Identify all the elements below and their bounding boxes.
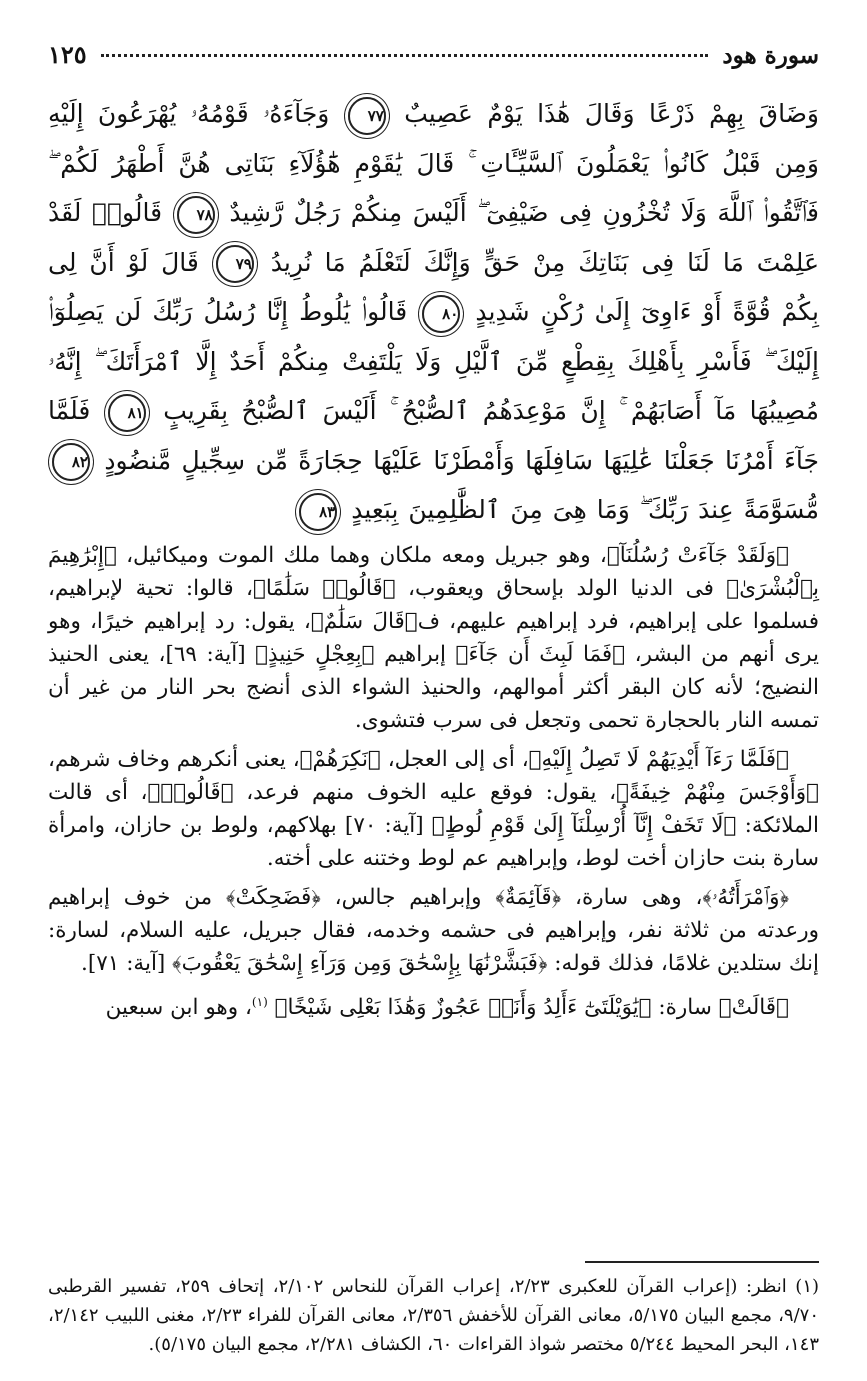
ayah-number-82: ٨٢ [52,443,90,481]
commentary-block [48,539,819,1024]
surah-title: سورة هود [722,42,819,69]
leader-dots [101,54,709,57]
commentary-paragraph: ﴿وَلَقَدْ جَآءَتْ رُسُلُنَآ﴾، وهو جبريل ومعه ملكان وهما ملك الموت وميكائيل، ﴿إِبْرَٰهِيمَ بِٱلْبُشْرَىٰ﴾ فى الدنيا الولد بإسحاق ويعقوب، ﴿قَالُوا۟ سَلَٰمًا﴾، قالوا: تحية لإبراهيم، فسلموا على إبراهيم، فرد إبراهيم عليهم، ف﴿قَالَ سَلَٰمٌ﴾، يقول: رد إبراهيم خيرًا، وهو يرى أنهم من البشر، ﴿فَمَا لَبِثَ أَن جَآءَ﴾ إبراهيم ﴿بِعِجْلٍ حَنِيذٍ﴾ [آية: ٦٩]، يعنى الحنيذ النضيج؛ لأنه كان البقر أكثر أموالهم، والحنيذ الشواء الذى أنضج بحر النار من غير أن تمسه النار بالحجارة تحمى وتجعل فى سرب فتشوى. [48,542,819,733]
quran-segment: فَلَمَّا جَآءَ أَمْرُنَا جَعَلْنَا عَٰلِيَهَا سَافِلَهَا وَأَمْطَرْنَا عَلَيْهَا حِجَارَةً مِّن سِجِّيلٍ مَّنضُودٍ [48,396,819,475]
ayah-number-77: ٧٧ [348,97,386,135]
ayah-number-78: ٧٨ [177,196,215,234]
quran-segment: وَجَآءَهُۥ قَوْمُهُۥ يُهْرَعُونَ إِلَيْهِ وَمِن قَبْلُ كَانُوا۟ يَعْمَلُونَ ٱلسَّيِّـَٔاتِ ۚ قَالَ يَٰقَوْمِ هَٰٓؤُلَآءِ بَنَاتِى هُنَّ أَطْهَرُ لَكُمْ ۖ فَٱتَّقُوا۟ ٱللَّهَ وَلَا تُخْزُونِ فِى ضَيْفِىٓ ۖ أَلَيْسَ مِنكُمْ رَجُلٌ رَّشِيدٌ [48,99,819,227]
commentary-paragraph: ﴿فَلَمَّا رَءَآ أَيْدِيَهُمْ لَا تَصِلُ إِلَيْهِ﴾، أى إلى العجل، ﴿نَكِرَهُمْ﴾، يعنى أنكرهم وخاف شرهم، ﴿وَأَوْجَسَ مِنْهُمْ خِيفَةً﴾، يقول: فوقع عليه الخوف منهم فرعد، ﴿قَالُوا۟﴾، أى قالت الملائكة: ﴿لَا تَخَفْ إِنَّآ أُرْسِلْنَآ إِلَىٰ قَوْمِ لُوطٍ﴾ [آية: ٧٠] بهلاكهم، ولوط بن حازان، وامرأة سارة بنت حازان أخت لوط، وإبراهيم عم لوط وختنه على أخته. [48,746,819,871]
commentary-paragraph [48,986,819,1024]
quran-segment: قَالُوا۟ لَقَدْ عَلِمْتَ مَا لَنَا فِى بَنَاتِكَ مِنْ حَقٍّ وَإِنَّكَ لَتَعْلَمُ مَا نُرِيدُ [48,198,819,277]
ayah-number-83: ٨٣ [299,493,337,531]
commentary-text: ﴿قَالَتْ﴾ سارة: ﴿يَٰوَيْلَتَىٰٓ ءَأَلِدُ وَأَنَا۠ عَجُوزٌ وَهَٰذَا بَعْلِى شَيْخًا﴾ [274,994,789,1020]
ayah-number-80: ٨٠ [422,295,460,333]
footnote-ref[interactable]: (١) [251,994,268,1009]
running-header [48,40,819,71]
ayah-number-81: ٨١ [108,394,146,432]
quran-segment: قَالُوا۟ يَٰلُوطُ إِنَّا رُسُلُ رَبِّكَ لَن يَصِلُوٓا۟ إِلَيْكَ ۖ فَأَسْرِ بِأَهْلِكَ بِقِطْعٍ مِّنَ ٱلَّيْلِ وَلَا يَلْتَفِتْ مِنكُمْ أَحَدٌ إِلَّا ٱمْرَأَتَكَ ۖ إِنَّهُۥ مُصِيبُهَا مَآ أَصَابَهُمْ ۚ إِنَّ مَوْعِدَهُمُ ٱلصُّبْحُ ۚ أَلَيْسَ ٱلصُّبْحُ بِقَرِيبٍ [48,297,819,425]
quran-text-block [48,89,819,535]
commentary-text: ، وهو ابن سبعين [105,994,252,1020]
footnote: (١) انظر: (إعراب القرآن للعكبرى ٢/٢٣، إعراب القرآن للنحاس ٢/١٠٢، إتحاف ٢٥٩، تفسير القرطبى ٩/٧٠، مجمع البيان ٥/١٧٥، معانى القرآن للأخفش ٢/٣٥٦، معانى القرآن للفراء ٢/٢٣، مغنى اللبيب ٢/١٤٢، ١٤٣، البحر المحيط ٥/٢٤٤ مختصر شواذ القراءات ٦٠، الكشاف ٢/٢٨١، مجمع البيان ٥/١٧٥). [48,1276,820,1355]
footnote-separator [585,1261,819,1263]
quran-segment: مُّسَوَّمَةً عِندَ رَبِّكَ ۖ وَمَا هِىَ مِنَ ٱلظَّٰلِمِينَ بِبَعِيدٍ [351,495,819,524]
quran-segment: وَضَاقَ بِهِمْ ذَرْعًا وَقَالَ هَٰذَا يَوْمٌ عَصِيبٌ [404,99,819,128]
page-number: ١٢٥ [48,40,87,69]
quran-segment: قَالَ لَوْ أَنَّ لِى بِكُمْ قُوَّةً أَوْ ءَاوِىٓ إِلَىٰ رُكْنٍ شَدِيدٍ [48,247,819,326]
ayah-number-79: ٧٩ [216,245,254,283]
commentary-paragraph: ﴿وَٱمْرَأَتُهُۥ﴾، وهى سارة، ﴿قَآئِمَةٌ﴾ وإبراهيم جالس، ﴿فَضَحِكَتْ﴾ من خوف إبراهيم ورعدته من ثلاثة نفر، وإبراهيم فى حشمه وخدمه، فقال جبريل، عليه السلام، لسارة: إنك ستلدين غلامًا، فذلك قوله: ﴿فَبَشَّرْنَٰهَا بِإِسْحَٰقَ وَمِن وَرَآءِ إِسْحَٰقَ يَعْقُوبَ﴾ [آية: ٧١]. [48,884,819,976]
